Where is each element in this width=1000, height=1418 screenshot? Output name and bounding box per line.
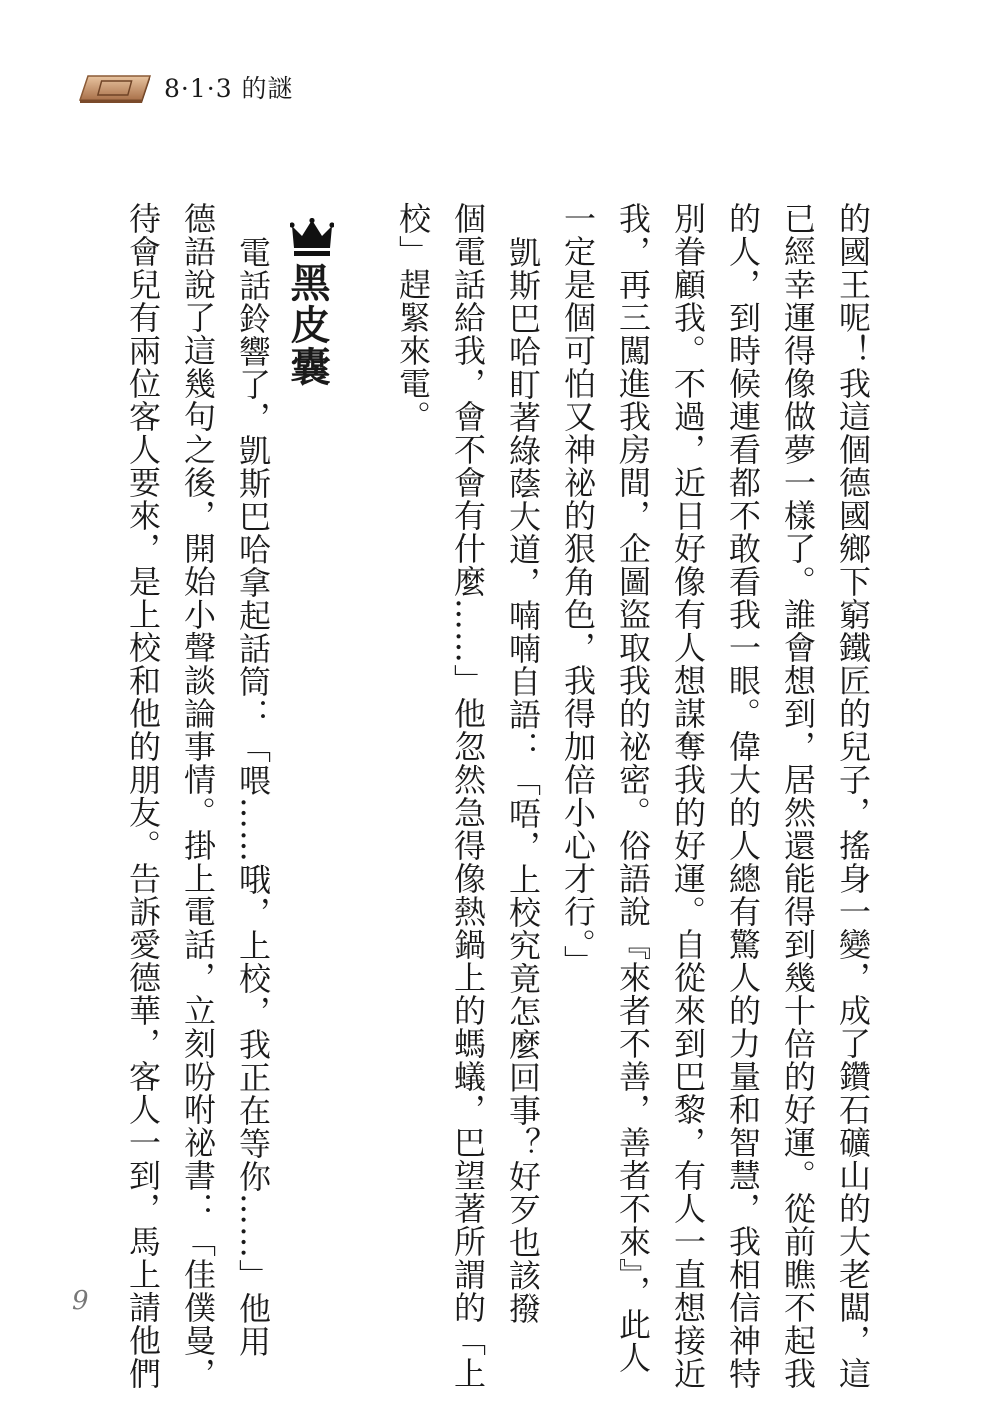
section-heading: 黑皮囊 bbox=[284, 262, 331, 388]
book-icon bbox=[78, 72, 152, 104]
text-column: 待會兒有兩位客人要來，是上校和他的朋友。告訴愛德華，客人一到，馬上請他們 bbox=[124, 202, 162, 1390]
page-number: 9 bbox=[72, 1286, 89, 1316]
header-title: 8·1·3 的謎 bbox=[164, 74, 294, 103]
text-column: 個電話給我，會不會有什麼……」他忽然急得像熱鍋上的螞蟻，巴望著所謂的「上 bbox=[449, 202, 487, 1390]
running-header bbox=[78, 70, 478, 110]
text-column: 已經幸運得像做夢一樣了。誰會想到，居然還能得到幾十倍的好運。從前瞧不起我 bbox=[779, 202, 817, 1390]
text-column: 德語說了這幾句之後，開始小聲談論事情。掛上電話，立刻吩咐祕書：「佳僕曼， bbox=[179, 202, 217, 1390]
text-column: 凱斯巴哈盯著綠蔭大道，喃喃自語：「唔，上校究竟怎麼回事？好歹也該撥 bbox=[504, 236, 542, 1325]
text-column: 我，再三闖進我房間，企圖盜取我的祕密。俗語說『來者不善，善者不來』，此人 bbox=[614, 202, 652, 1374]
text-column: 別眷顧我。不過，近日好像有人想謀奪我的好運。自從來到巴黎，有人一直想接近 bbox=[669, 202, 707, 1390]
text-column: 校」趕緊來電。 bbox=[394, 202, 432, 433]
crown-icon bbox=[290, 218, 334, 258]
text-column: 的國王呢！我這個德國鄉下窮鐵匠的兒子，搖身一變，成了鑽石礦山的大老闆，這 bbox=[834, 202, 872, 1390]
text-column: 電話鈴響了，凱斯巴哈拿起話筒：「喂……哦，上校，我正在等你……」他用 bbox=[234, 236, 272, 1358]
text-column: 一定是個可怕又神祕的狠角色，我得加倍小心才行。」 bbox=[559, 202, 597, 978]
text-column: 的人，到時候連看都不敢看我一眼。偉大的人總有驚人的力量和智慧，我相信神特 bbox=[724, 202, 762, 1390]
